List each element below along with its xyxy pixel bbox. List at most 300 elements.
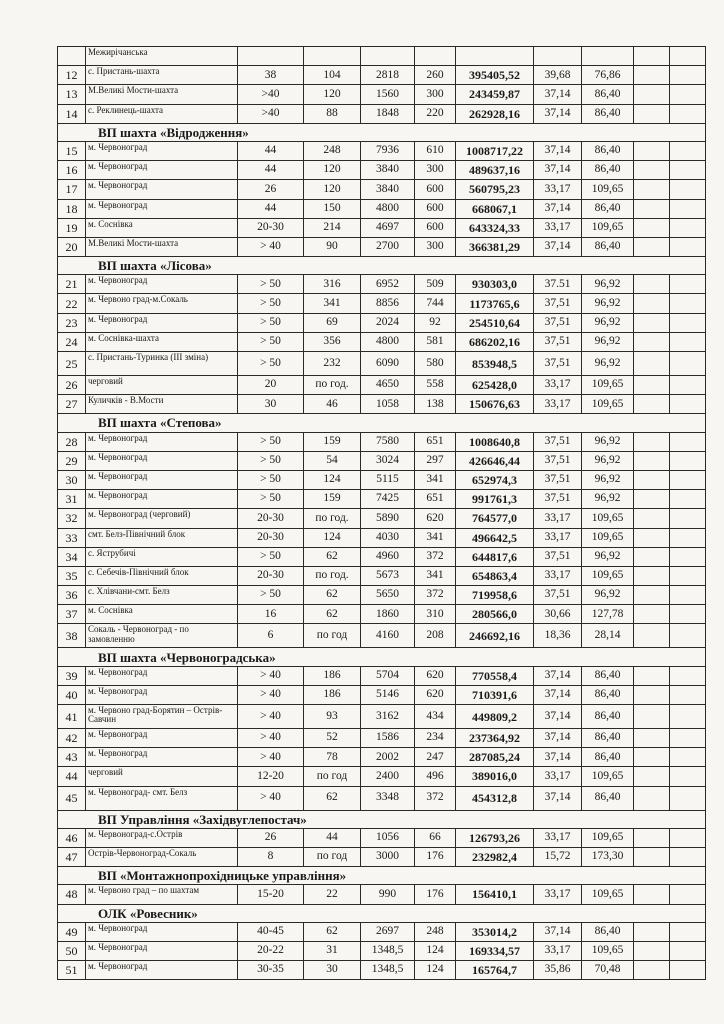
trips-cell: 62: [304, 605, 361, 624]
tariff-cell: 33,17: [534, 941, 582, 960]
km-cell: 1860: [361, 605, 415, 624]
price-cell: 109,65: [582, 376, 634, 395]
price-cell: 70,48: [582, 961, 634, 980]
amount-cell: 625428,0: [456, 376, 534, 395]
tariff-cell: 33,17: [534, 767, 582, 786]
amount-cell: 652974,3: [456, 470, 534, 489]
length-cell: 16: [238, 605, 304, 624]
tariff-cell: 33,17: [534, 180, 582, 199]
hours-cell: 208: [415, 624, 456, 648]
section-title: ОЛК «Ровесник»: [58, 904, 706, 922]
empty-cell: [634, 199, 670, 218]
row-number: 50: [58, 941, 86, 960]
hours-cell: 176: [415, 885, 456, 904]
length-cell: 44: [238, 141, 304, 160]
table-row: [58, 237, 706, 256]
empty-cell: [670, 104, 706, 123]
table-row: [58, 451, 706, 470]
empty-cell: [634, 490, 670, 509]
amount-cell: 654863,4: [456, 566, 534, 585]
trips-cell: 150: [304, 199, 361, 218]
length-cell: > 40: [238, 666, 304, 685]
tariff-cell: 37,51: [534, 451, 582, 470]
amount-cell: 169334,57: [456, 941, 534, 960]
row-number: 42: [58, 729, 86, 748]
trips-cell: 78: [304, 748, 361, 767]
table-row: [58, 395, 706, 414]
table-row: [58, 161, 706, 180]
empty-cell: [634, 432, 670, 451]
amount-cell: 126793,26: [456, 828, 534, 847]
tariff-cell: 37,51: [534, 470, 582, 489]
route-cell: смт. Белз-Північний блок: [86, 528, 238, 547]
amount-cell: 1008717,22: [456, 141, 534, 160]
km-cell: 4030: [361, 528, 415, 547]
empty-cell: [634, 547, 670, 566]
length-cell: 26: [238, 828, 304, 847]
amount-cell: 853948,5: [456, 352, 534, 376]
price-cell: 109,65: [582, 767, 634, 786]
table-row: [58, 941, 706, 960]
route-cell: м. Червоно град-Борятин – Острів-Савчин: [86, 705, 238, 729]
empty-cell: [634, 847, 670, 866]
hours-cell: 372: [415, 586, 456, 605]
length-cell: 20-22: [238, 941, 304, 960]
route-cell: м. Червоноград: [86, 161, 238, 180]
price-cell: 86,40: [582, 922, 634, 941]
amount-cell: 243459,87: [456, 85, 534, 104]
tariff-cell: 37,51: [534, 490, 582, 509]
trips-cell: 104: [304, 66, 361, 85]
price-cell: [582, 47, 634, 66]
empty-cell: [670, 218, 706, 237]
route-cell: м. Червоноград-с.Острів: [86, 828, 238, 847]
route-cell: с. Пристань-Туринка (ІІІ зміна): [86, 352, 238, 376]
hours-cell: 124: [415, 941, 456, 960]
km-cell: 7936: [361, 141, 415, 160]
section-title: ВП шахта «Степова»: [58, 414, 706, 432]
route-cell: м. Червоноград (черговий): [86, 509, 238, 528]
route-cell: с. Пристань-шахта: [86, 66, 238, 85]
hours-cell: 300: [415, 237, 456, 256]
route-cell: Острів-Червоноград-Сокаль: [86, 847, 238, 866]
price-cell: 173,30: [582, 847, 634, 866]
km-cell: 2818: [361, 66, 415, 85]
section-header-row: [58, 257, 706, 275]
price-cell: 96,92: [582, 586, 634, 605]
empty-cell: [634, 395, 670, 414]
amount-cell: 710391,6: [456, 685, 534, 704]
table-row: [58, 566, 706, 585]
amount-cell: 287085,24: [456, 748, 534, 767]
length-cell: > 50: [238, 547, 304, 566]
trips-cell: 186: [304, 685, 361, 704]
km-cell: 1348,5: [361, 941, 415, 960]
length-cell: 20-30: [238, 566, 304, 585]
empty-cell: [670, 66, 706, 85]
length-cell: > 50: [238, 490, 304, 509]
amount-cell: 449809,2: [456, 705, 534, 729]
trips-cell: по год.: [304, 509, 361, 528]
amount-cell: 237364,92: [456, 729, 534, 748]
route-cell: Куличків - В.Мости: [86, 395, 238, 414]
length-cell: 6: [238, 624, 304, 648]
trips-cell: 62: [304, 922, 361, 941]
empty-cell: [634, 705, 670, 729]
hours-cell: 610: [415, 141, 456, 160]
km-cell: 2002: [361, 748, 415, 767]
table-row: [58, 470, 706, 489]
hours-cell: 600: [415, 180, 456, 199]
hours-cell: 509: [415, 275, 456, 294]
km-cell: 5115: [361, 470, 415, 489]
table-row: [58, 748, 706, 767]
trips-cell: 69: [304, 313, 361, 332]
trips-cell: 120: [304, 161, 361, 180]
empty-cell: [634, 104, 670, 123]
empty-cell: [670, 294, 706, 313]
hours-cell: 341: [415, 528, 456, 547]
row-number: 34: [58, 547, 86, 566]
row-number: 19: [58, 218, 86, 237]
price-cell: 109,65: [582, 885, 634, 904]
tariff-cell: 37,14: [534, 237, 582, 256]
price-cell: 109,65: [582, 218, 634, 237]
tariff-cell: 37,14: [534, 141, 582, 160]
hours-cell: 220: [415, 104, 456, 123]
table-row: [58, 528, 706, 547]
amount-cell: 764577,0: [456, 509, 534, 528]
hours-cell: 297: [415, 451, 456, 470]
empty-cell: [670, 624, 706, 648]
row-number: 35: [58, 566, 86, 585]
empty-cell: [634, 451, 670, 470]
route-cell: Межирічанська: [86, 47, 238, 66]
length-cell: 26: [238, 180, 304, 199]
table-row: [58, 828, 706, 847]
empty-cell: [670, 705, 706, 729]
amount-cell: 991761,3: [456, 490, 534, 509]
price-cell: 28,14: [582, 624, 634, 648]
table-row: [58, 199, 706, 218]
km-cell: 4800: [361, 199, 415, 218]
route-cell: м. Червоноград: [86, 748, 238, 767]
length-cell: [238, 47, 304, 66]
table-row: [58, 294, 706, 313]
length-cell: > 40: [238, 237, 304, 256]
tariff-cell: [534, 47, 582, 66]
empty-cell: [670, 922, 706, 941]
amount-cell: 930303,0: [456, 275, 534, 294]
price-cell: 86,40: [582, 161, 634, 180]
hours-cell: 310: [415, 605, 456, 624]
km-cell: 4160: [361, 624, 415, 648]
km-cell: 1056: [361, 828, 415, 847]
table-row: [58, 729, 706, 748]
table-row: [58, 218, 706, 237]
section-title: ВП шахта «Відродження»: [58, 123, 706, 141]
section-title: ВП Управління «Західвуглепостач»: [58, 810, 706, 828]
km-cell: 4960: [361, 547, 415, 566]
table-row: [58, 490, 706, 509]
length-cell: > 40: [238, 748, 304, 767]
empty-cell: [670, 586, 706, 605]
km-cell: 3162: [361, 705, 415, 729]
km-cell: 5673: [361, 566, 415, 585]
table-row: [58, 66, 706, 85]
amount-cell: 389016,0: [456, 767, 534, 786]
km-cell: 1586: [361, 729, 415, 748]
empty-cell: [634, 85, 670, 104]
length-cell: >40: [238, 104, 304, 123]
tariff-cell: 37,51: [534, 332, 582, 351]
route-cell: м. Червоно град – по шахтам: [86, 885, 238, 904]
price-cell: 96,92: [582, 275, 634, 294]
empty-cell: [670, 828, 706, 847]
price-cell: 86,40: [582, 748, 634, 767]
trips-cell: 316: [304, 275, 361, 294]
trips-cell: 159: [304, 432, 361, 451]
price-cell: 86,40: [582, 141, 634, 160]
price-cell: 109,65: [582, 528, 634, 547]
tariff-cell: 37,51: [534, 294, 582, 313]
length-cell: 44: [238, 199, 304, 218]
trips-cell: 120: [304, 180, 361, 199]
route-cell: м. Червоноград: [86, 451, 238, 470]
hours-cell: 558: [415, 376, 456, 395]
row-number: 13: [58, 85, 86, 104]
table-row: [58, 666, 706, 685]
trips-cell: 214: [304, 218, 361, 237]
row-number: 40: [58, 685, 86, 704]
row-number: 47: [58, 847, 86, 866]
tariff-cell: 15,72: [534, 847, 582, 866]
table-row: [58, 376, 706, 395]
amount-cell: 246692,16: [456, 624, 534, 648]
row-number: 16: [58, 161, 86, 180]
table-row: [58, 432, 706, 451]
empty-cell: [670, 275, 706, 294]
table-row: [58, 47, 706, 66]
amount-cell: 353014,2: [456, 922, 534, 941]
price-cell: 86,40: [582, 729, 634, 748]
section-title: ВП шахта «Червоноградська»: [58, 648, 706, 666]
row-number: 39: [58, 666, 86, 685]
amount-cell: 454312,8: [456, 786, 534, 810]
amount-cell: 1008640,8: [456, 432, 534, 451]
km-cell: 1848: [361, 104, 415, 123]
row-number: 33: [58, 528, 86, 547]
hours-cell: [415, 47, 456, 66]
empty-cell: [670, 432, 706, 451]
trips-cell: 62: [304, 786, 361, 810]
price-cell: 86,40: [582, 85, 634, 104]
km-cell: 7580: [361, 432, 415, 451]
length-cell: 30-35: [238, 961, 304, 980]
length-cell: 38: [238, 66, 304, 85]
trips-cell: 124: [304, 528, 361, 547]
amount-cell: 489637,16: [456, 161, 534, 180]
price-cell: 96,92: [582, 432, 634, 451]
hours-cell: 248: [415, 922, 456, 941]
route-cell: м. Соснівка-шахта: [86, 332, 238, 351]
empty-cell: [670, 566, 706, 585]
empty-cell: [670, 352, 706, 376]
empty-cell: [670, 528, 706, 547]
price-cell: 109,65: [582, 566, 634, 585]
route-cell: м. Червоноград: [86, 685, 238, 704]
amount-cell: 254510,64: [456, 313, 534, 332]
route-cell: черговий: [86, 376, 238, 395]
empty-cell: [670, 748, 706, 767]
km-cell: 5146: [361, 685, 415, 704]
price-cell: 86,40: [582, 666, 634, 685]
trips-cell: 159: [304, 490, 361, 509]
table-row: [58, 547, 706, 566]
amount-cell: 719958,6: [456, 586, 534, 605]
price-cell: 96,92: [582, 332, 634, 351]
price-cell: 109,65: [582, 180, 634, 199]
tariff-cell: 37,14: [534, 786, 582, 810]
row-number: 48: [58, 885, 86, 904]
section-title: ВП «Монтажнопрохідницьке управління»: [58, 867, 706, 885]
km-cell: 6090: [361, 352, 415, 376]
price-cell: 96,92: [582, 470, 634, 489]
empty-cell: [670, 180, 706, 199]
section-title: ВП шахта «Лісова»: [58, 257, 706, 275]
trips-cell: 93: [304, 705, 361, 729]
price-cell: 109,65: [582, 395, 634, 414]
amount-cell: 232982,4: [456, 847, 534, 866]
route-cell: м. Червоноград: [86, 180, 238, 199]
empty-cell: [670, 451, 706, 470]
price-cell: 96,92: [582, 547, 634, 566]
route-cell: м. Червоноград: [86, 141, 238, 160]
trips-cell: 30: [304, 961, 361, 980]
amount-cell: 643324,33: [456, 218, 534, 237]
length-cell: 20-30: [238, 218, 304, 237]
section-header-row: [58, 810, 706, 828]
km-cell: 2024: [361, 313, 415, 332]
row-number: 51: [58, 961, 86, 980]
trips-cell: [304, 47, 361, 66]
hours-cell: 300: [415, 85, 456, 104]
trips-cell: 232: [304, 352, 361, 376]
route-cell: черговий: [86, 767, 238, 786]
length-cell: 20-30: [238, 509, 304, 528]
section-header-row: [58, 123, 706, 141]
hours-cell: 600: [415, 218, 456, 237]
route-cell: м. Червоноград: [86, 961, 238, 980]
row-number: 26: [58, 376, 86, 395]
price-cell: 127,78: [582, 605, 634, 624]
row-number: 23: [58, 313, 86, 332]
route-cell: М.Великі Мости-шахта: [86, 85, 238, 104]
amount-cell: 262928,16: [456, 104, 534, 123]
section-header-row: [58, 867, 706, 885]
empty-cell: [670, 161, 706, 180]
empty-cell: [634, 275, 670, 294]
amount-cell: 686202,16: [456, 332, 534, 351]
length-cell: 44: [238, 161, 304, 180]
empty-cell: [634, 352, 670, 376]
empty-cell: [634, 141, 670, 160]
price-cell: 96,92: [582, 352, 634, 376]
length-cell: 12-20: [238, 767, 304, 786]
row-number: 29: [58, 451, 86, 470]
empty-cell: [670, 729, 706, 748]
amount-cell: 156410,1: [456, 885, 534, 904]
row-number: 17: [58, 180, 86, 199]
length-cell: > 40: [238, 729, 304, 748]
table-row: [58, 85, 706, 104]
row-number: 32: [58, 509, 86, 528]
tariff-cell: 37,51: [534, 586, 582, 605]
tariff-cell: 33,17: [534, 566, 582, 585]
price-cell: 76,86: [582, 66, 634, 85]
empty-cell: [634, 294, 670, 313]
trips-cell: 52: [304, 729, 361, 748]
row-number: 44: [58, 767, 86, 786]
hours-cell: 580: [415, 352, 456, 376]
price-cell: 109,65: [582, 509, 634, 528]
trips-cell: 62: [304, 586, 361, 605]
tariff-cell: 37.51: [534, 275, 582, 294]
amount-cell: 165764,7: [456, 961, 534, 980]
empty-cell: [670, 685, 706, 704]
empty-cell: [634, 161, 670, 180]
row-number: 46: [58, 828, 86, 847]
tariff-cell: 37,51: [534, 352, 582, 376]
empty-cell: [634, 922, 670, 941]
km-cell: 3840: [361, 161, 415, 180]
row-number: 20: [58, 237, 86, 256]
length-cell: 15-20: [238, 885, 304, 904]
tariff-cell: 37,14: [534, 85, 582, 104]
hours-cell: 620: [415, 666, 456, 685]
hours-cell: 66: [415, 828, 456, 847]
table-row: [58, 313, 706, 332]
km-cell: 1348,5: [361, 961, 415, 980]
hours-cell: 247: [415, 748, 456, 767]
amount-cell: 668067,1: [456, 199, 534, 218]
trips-cell: 124: [304, 470, 361, 489]
hours-cell: 581: [415, 332, 456, 351]
routes-table: [57, 46, 706, 980]
empty-cell: [670, 141, 706, 160]
km-cell: 5650: [361, 586, 415, 605]
document-sheet: [57, 46, 705, 980]
tariff-cell: 37,51: [534, 432, 582, 451]
tariff-cell: 37,14: [534, 666, 582, 685]
empty-cell: [670, 547, 706, 566]
km-cell: 3024: [361, 451, 415, 470]
route-cell: м. Соснівка: [86, 218, 238, 237]
price-cell: 86,40: [582, 237, 634, 256]
hours-cell: 434: [415, 705, 456, 729]
km-cell: 3000: [361, 847, 415, 866]
amount-cell: 1173765,6: [456, 294, 534, 313]
tariff-cell: 37,14: [534, 104, 582, 123]
hours-cell: 124: [415, 961, 456, 980]
table-row: [58, 104, 706, 123]
length-cell: 8: [238, 847, 304, 866]
km-cell: 3348: [361, 786, 415, 810]
section-header-row: [58, 414, 706, 432]
route-cell: м. Червоноград: [86, 941, 238, 960]
km-cell: 1560: [361, 85, 415, 104]
km-cell: 4800: [361, 332, 415, 351]
